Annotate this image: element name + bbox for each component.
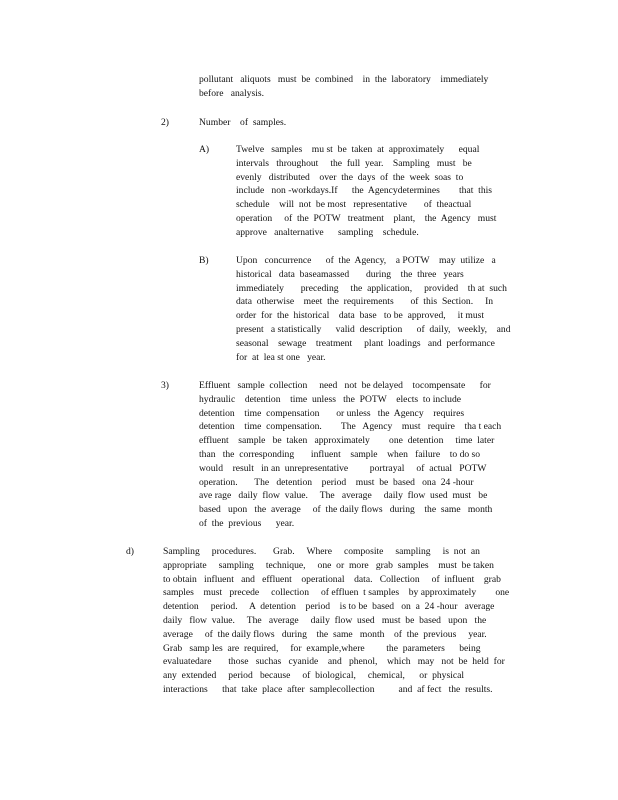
text-line: would result in an unrepresentative portrayal of actual POTW bbox=[199, 462, 487, 474]
text-line: hydraulic detention time unless the POTW elects to include bbox=[199, 393, 461, 405]
text-line: approve analternative sampling schedule. bbox=[236, 226, 419, 238]
text-line: operation. The detention period must be based ona 24 -hour bbox=[199, 476, 474, 488]
text-line: any extended period because of biological, chemical, or physical bbox=[163, 670, 465, 682]
text-line: operation of the POTW treatment plant, the Agency must bbox=[236, 213, 497, 224]
item-d-marker: d) bbox=[126, 546, 134, 557]
text-line: samples must precede collection of effluen t samples by approximately one bbox=[163, 587, 510, 599]
text-line: ave rage daily flow value. The average daily flow used must be bbox=[199, 490, 488, 502]
text-line: seasonal sewage treatment plant loadings and performance bbox=[236, 337, 495, 349]
text-line: detention time compensation or unless the Agency requires bbox=[199, 407, 465, 419]
text-line: effluent sample be taken approximately one detention time later bbox=[199, 435, 495, 447]
text-line: Effluent sample collection need not be delayed tocompensate for bbox=[199, 380, 491, 391]
text-line: average of the daily flows during the same month of the previous year. bbox=[163, 628, 487, 640]
item-2a-marker: A) bbox=[199, 144, 210, 155]
text-line: daily flow value. The average daily flow used must be based upon the bbox=[163, 615, 487, 626]
text-line: Twelve samples mu st be taken at approximately equal bbox=[236, 144, 480, 155]
text-line: schedule will not be most representative of theactual bbox=[236, 199, 472, 211]
text-line: than the corresponding influent sample when failure to do so bbox=[199, 449, 481, 460]
text-line: of the previous year. bbox=[199, 518, 295, 529]
text-line: immediately preceding the application, provided th at such bbox=[236, 282, 507, 294]
item-2-heading: Number of samples. bbox=[199, 117, 287, 128]
text-line: include non -workdays.If the Agencydetermines that this bbox=[236, 185, 493, 197]
text-line: Upon concurrence of the Agency, a POTW may utilize a bbox=[236, 255, 496, 266]
item-2-marker: 2) bbox=[161, 117, 169, 128]
text-line: Grab samp les are required, for example,where the parameters being bbox=[163, 642, 481, 654]
text-line: detention period. A detention period is to be based on a 24 -hour average bbox=[163, 601, 495, 613]
text-line: present a statistically valid description of daily, weekly, and bbox=[236, 324, 511, 335]
text-line: order for the historical data base to be approved, it must bbox=[236, 310, 485, 322]
text-line: Sampling procedures. Grab. Where composite sampling is not an bbox=[163, 546, 480, 557]
text-line: based upon the average of the daily flows during the same month bbox=[199, 504, 493, 516]
item-3-marker: 3) bbox=[161, 380, 169, 391]
text-line: to obtain influent and effluent operational data. Collection of influent grab bbox=[163, 573, 501, 585]
item-2b-marker: B) bbox=[199, 255, 209, 266]
text-line: intervals throughout the full year. Sampling must be bbox=[236, 157, 472, 169]
text-line: interactions that take place after samplecollection and af fect the results. bbox=[163, 684, 493, 695]
text-line: data otherwise meet the requirements of this Section. In bbox=[236, 296, 494, 308]
text-line: evenly distributed over the days of the week soas to bbox=[236, 171, 464, 183]
text-line: before analysis. bbox=[199, 88, 265, 99]
text-line: appropriate sampling technique, one or more grab samples must be taken bbox=[163, 559, 494, 571]
text-line: for at lea st one year. bbox=[236, 351, 326, 363]
text-line: evaluatedare those suchas cyanide and phenol, which may not be held for bbox=[163, 656, 505, 668]
text-line: pollutant aliquots must be combined in the laboratory immediately bbox=[199, 74, 489, 85]
text-line: detention time compensation. The Agency must require tha t each bbox=[199, 421, 502, 433]
text-line: historical data baseamassed during the three years bbox=[236, 268, 464, 280]
